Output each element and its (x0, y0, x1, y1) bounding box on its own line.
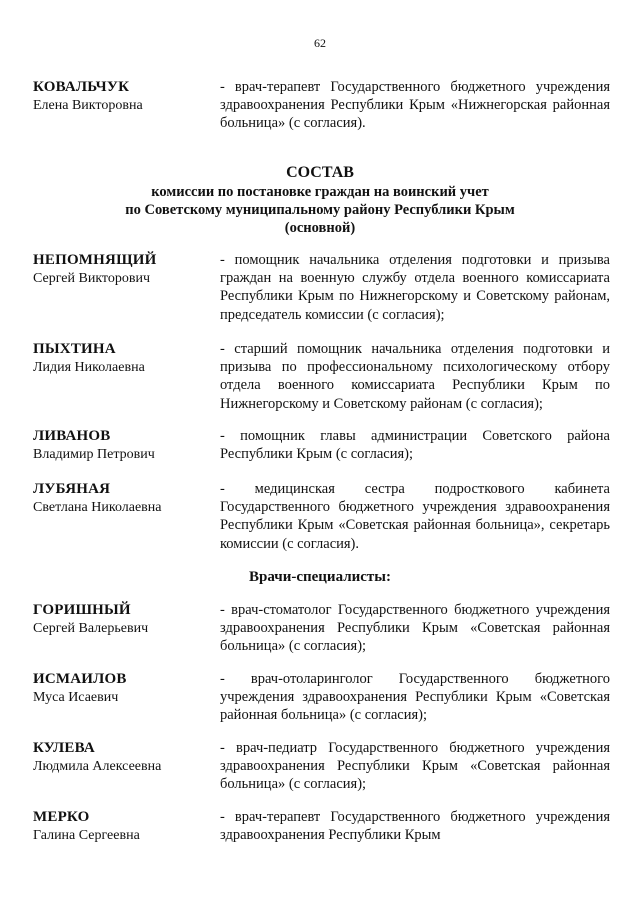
member-description: - врач-стоматолог Государственного бюджетного учреждения здравоохранения Республики Крым «Советская районная больница» (с согласия); (220, 602, 610, 655)
member-description: - старший помощник начальника отделения подготовки и призыва по профессиональному психологическому отбору отдела военного комиссариата Республики Крым по Нижнегорскому и Советскому районам (с согласия); (220, 341, 610, 412)
specialists-heading: Врачи-специалисты: (248, 569, 391, 585)
member-surname: ПЫХТИНА (33, 341, 116, 357)
member-description: - врач-отоларинголог Государственного бюджетного учреждения здравоохранения Республики Крым «Советская районная больница» (с согласия); (220, 671, 610, 724)
member-given-name: Елена Викторовна (33, 98, 143, 113)
member-given-name: Светлана Николаевна (33, 500, 162, 515)
member-surname: КУЛЕВА (33, 740, 95, 756)
member-description: - медицинская сестра подросткового кабинета Государственного бюджетного учреждения здравоохранения Республики Крым «Советская районная больница», секретарь комиссии (с согласия). (220, 481, 610, 552)
commission-heading (0, 163, 640, 237)
heading-line-1: комиссии по постановке граждан на воинский учет (151, 184, 489, 200)
member-given-name: Людмила Алексеевна (33, 759, 162, 774)
member-surname: ЛИВАНОВ (33, 428, 111, 444)
page-number: 62 (314, 36, 326, 50)
member-description: - помощник начальника отделения подготовки и призыва граждан на военную службу отдела военного комиссариата Республики Крым по Нижнегорскому и Советскому районам, председатель комиссии (с согласия); (220, 252, 610, 323)
member-given-name: Лидия Николаевна (33, 360, 145, 375)
heading-line-2: по Советскому муниципальному району Республики Крым (125, 202, 515, 218)
member-given-name: Галина Сергеевна (33, 828, 140, 843)
member-surname: КОВАЛЬЧУК (33, 79, 130, 95)
member-given-name: Сергей Викторович (33, 271, 151, 286)
member-given-name: Муса Исаевич (33, 690, 119, 705)
member-surname: ГОРИШНЫЙ (33, 602, 131, 618)
member-surname: ИСМАИЛОВ (33, 671, 127, 687)
member-surname: НЕПОМНЯЩИЙ (33, 252, 157, 268)
heading-title: СОСТАВ (286, 164, 354, 181)
member-description: - врач-педиатр Государственного бюджетного учреждения здравоохранения Республики Крым «Советская районная больница» (с согласия); (220, 740, 610, 793)
member-description: - врач-терапевт Государственного бюджетного учреждения здравоохранения Республики Крым (220, 809, 610, 844)
heading-line-3: (основной) (284, 220, 356, 236)
member-description: - помощник главы администрации Советского района Республики Крым (с согласия); (220, 428, 610, 463)
member-given-name: Сергей Валерьевич (33, 621, 149, 636)
member-given-name: Владимир Петрович (33, 447, 155, 462)
member-surname: МЕРКО (33, 809, 90, 825)
member-surname: ЛУБЯНАЯ (33, 481, 111, 497)
member-description: - врач-терапевт Государственного бюджетного учреждения здравоохранения Республики Крым «Нижнегорская районная больница» (с согласия). (220, 79, 610, 132)
